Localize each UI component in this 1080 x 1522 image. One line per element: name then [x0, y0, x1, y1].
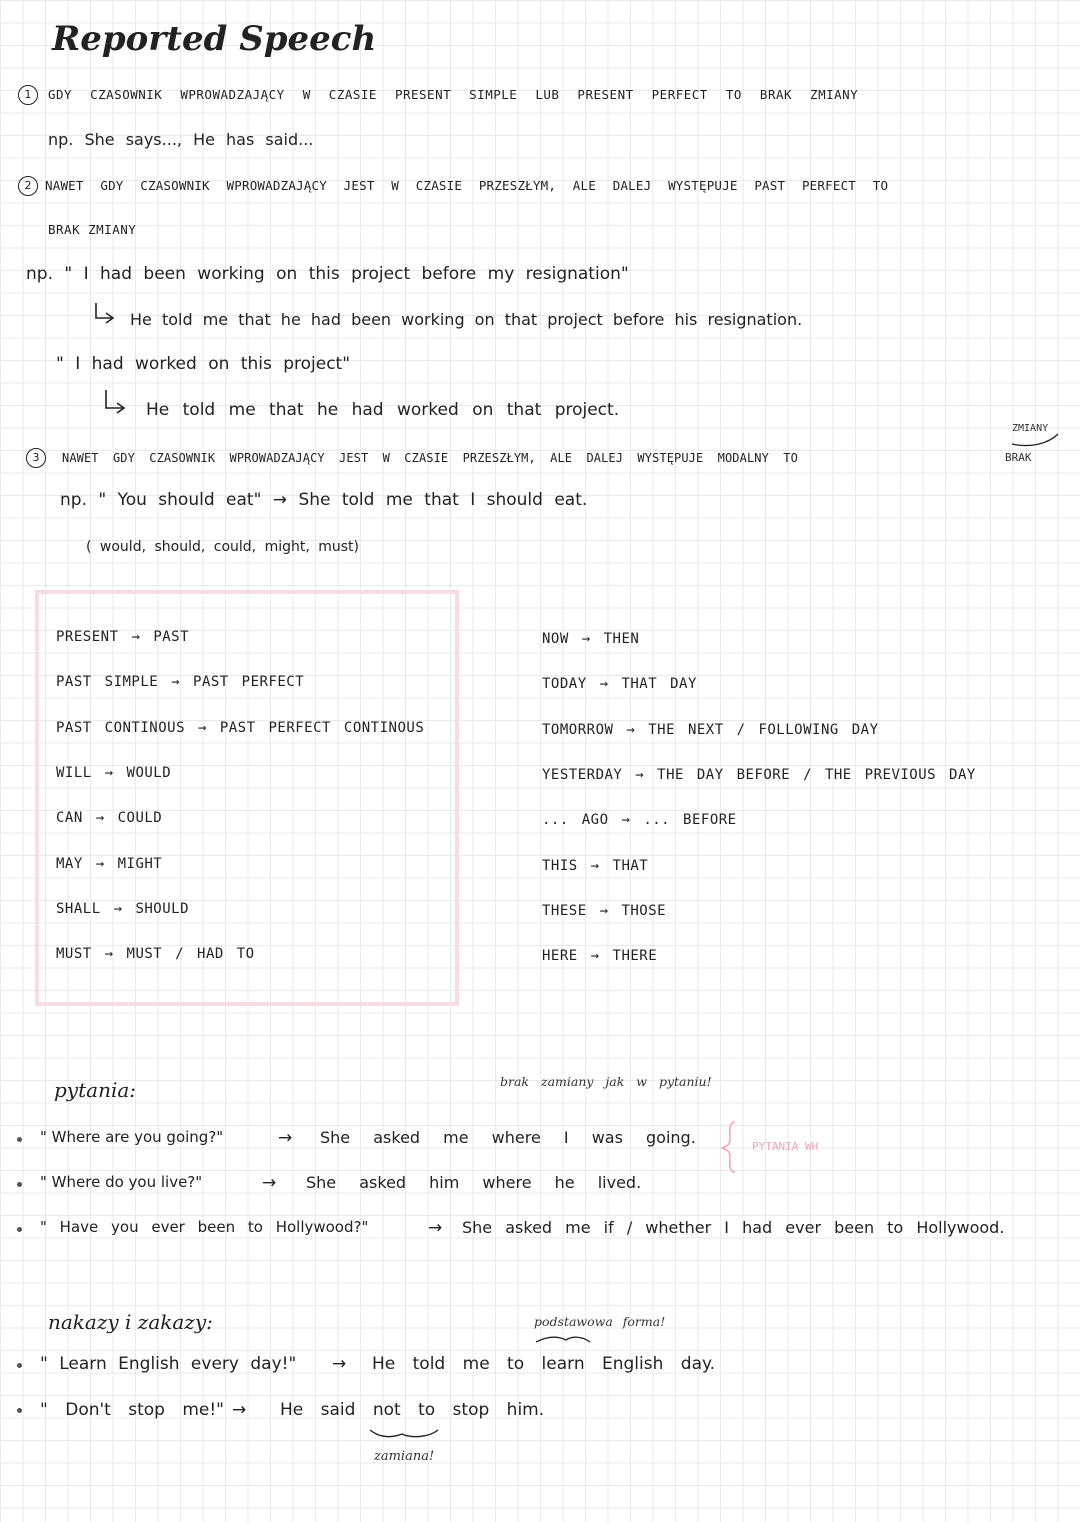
time-change-from: TODAY	[542, 676, 587, 693]
arrow-icon: →	[118, 629, 154, 645]
commands-note-change: zamiana!	[374, 1449, 435, 1464]
arrow-icon: →	[158, 674, 194, 691]
rule-3-end-top: ZMIANY	[1012, 423, 1049, 434]
tense-change-row	[56, 857, 162, 871]
rule-2-example-1: np. " I had been working on this project before my resignation"	[26, 264, 629, 284]
time-change-to: THE NEXT / FOLLOWING DAY	[648, 721, 879, 738]
time-change-from: NOW	[542, 631, 569, 647]
arrow-icon: →	[82, 855, 118, 872]
arrow-icon: →	[91, 946, 127, 963]
arrow-icon: →	[608, 812, 644, 829]
arrow-icon: →	[577, 857, 613, 874]
rule-2-example-2: " I had worked on this project"	[56, 354, 351, 374]
tense-change-to: SHOULD	[135, 900, 190, 917]
tense-change-row	[56, 902, 189, 916]
bullet	[17, 1137, 22, 1142]
tense-change-row	[56, 630, 189, 644]
command-1-reported: He told me to learn English day.	[372, 1354, 716, 1374]
time-change-from: THIS	[542, 857, 578, 874]
arrow-icon: →	[82, 810, 118, 827]
tense-change-to: COULD	[117, 810, 163, 827]
rule-2-example-2-reported: He told me that he had worked on that project.	[146, 400, 620, 420]
arrow-icon: →	[568, 631, 604, 647]
time-change-from: TOMORROW	[542, 721, 614, 738]
time-change-row	[542, 723, 879, 737]
bullet	[17, 1227, 22, 1232]
arrow-icon: →	[577, 948, 613, 965]
arrow-icon: →	[100, 900, 136, 917]
question-1: " Where are you going?"	[40, 1128, 224, 1146]
time-change-to: THEN	[603, 631, 640, 647]
tense-change-from: WILL	[56, 764, 92, 781]
tense-change-from: SHALL	[56, 900, 101, 917]
arrow-icon: →	[185, 719, 220, 736]
time-change-from: YESTERDAY	[542, 766, 623, 783]
time-change-to: THAT DAY	[621, 676, 697, 693]
rule-2-example-1-reported: He told me that he had been working on that project before his resignation.	[130, 310, 803, 329]
arrow-icon: →	[586, 676, 622, 693]
tense-change-row	[56, 766, 171, 780]
time-change-to: THE DAY BEFORE / THE PREVIOUS DAY	[657, 766, 976, 783]
bullet	[17, 1408, 22, 1413]
questions-wh-note: PYTANIA WH	[752, 1140, 819, 1153]
rule-3-modals: ( would, should, could, might, must)	[86, 539, 360, 555]
time-change-from: HERE	[542, 948, 578, 965]
question-1-arrow: →	[278, 1128, 293, 1148]
time-change-row	[542, 768, 976, 782]
question-1-reported: She asked me where I was going.	[320, 1128, 696, 1147]
tense-change-from: PRESENT	[56, 629, 119, 645]
time-change-row	[542, 813, 737, 827]
time-change-to: THAT	[612, 857, 649, 874]
rule-1-text: GDY CZASOWNIK WPROWADZAJĄCY W CZASIE PRESENT SIMPLE LUB PRESENT PERFECT TO BRAK ZMIANY	[48, 87, 859, 102]
tense-change-from: MUST	[56, 946, 92, 963]
tense-change-row	[56, 947, 255, 961]
tense-change-from: MAY	[56, 855, 83, 872]
rule-1-example: np. She says..., He has said...	[48, 130, 314, 149]
tense-change-row	[56, 675, 304, 689]
tense-change-to: MUST / HAD TO	[126, 946, 255, 963]
rule-2-number: 2	[18, 176, 38, 196]
bullet	[17, 1182, 22, 1187]
tense-change-to: MIGHT	[117, 855, 163, 872]
tense-change-to: PAST PERFECT CONTINOUS	[219, 719, 425, 736]
question-2: " Where do you live?"	[40, 1173, 203, 1191]
question-2-reported: She asked him where he lived.	[306, 1173, 642, 1192]
arrow-icon: →	[622, 766, 658, 783]
command-2-arrow: →	[232, 1400, 247, 1420]
command-1-arrow: →	[332, 1354, 347, 1374]
time-change-from: ... AGO	[542, 812, 609, 829]
rule-3-example: np. " You should eat" → She told me that I should eat.	[60, 490, 588, 510]
time-change-row	[542, 677, 697, 691]
question-2-arrow: →	[262, 1173, 277, 1193]
time-change-row	[542, 632, 639, 646]
rule-1-number: 1	[18, 85, 38, 105]
rule-3-number: 3	[26, 448, 46, 468]
time-change-row	[542, 949, 657, 963]
arrow-icon: →	[613, 721, 649, 738]
time-change-row	[542, 859, 648, 873]
tense-change-row	[56, 721, 424, 735]
questions-heading: pytania:	[54, 1078, 137, 1102]
questions-note: brak zamiany jak w pytaniu!	[500, 1074, 712, 1089]
question-3-arrow: →	[428, 1218, 443, 1238]
rule-3-end-bottom: BRAK	[1005, 451, 1032, 464]
command-2: " Don't stop me!"	[40, 1400, 225, 1420]
question-3: " Have you ever been to Hollywood?"	[40, 1218, 369, 1236]
tense-change-to: PAST PERFECT	[193, 674, 305, 691]
command-1: " Learn English every day!"	[40, 1354, 297, 1374]
time-change-from: THESE	[542, 902, 587, 919]
commands-heading: nakazy i zakazy:	[48, 1310, 213, 1334]
tense-change-box	[35, 590, 459, 1006]
tense-change-row	[56, 811, 162, 825]
tense-change-to: PAST	[153, 629, 190, 645]
rule-2-text: NAWET GDY CZASOWNIK WPROWADZAJĄCY JEST W CZASIE PRZESZŁYM, ALE DALEJ WYSTĘPUJE PAST PERFECT TO	[45, 178, 889, 193]
time-change-to: THERE	[612, 948, 658, 965]
rule-3-text: NAWET GDY CZASOWNIK WPROWADZAJĄCY JEST W CZASIE PRZESZŁYM, ALE DALEJ WYSTĘPUJE MODALNY TO	[62, 451, 798, 465]
tense-change-to: WOULD	[126, 764, 172, 781]
arrow-icon: →	[586, 902, 622, 919]
bullet	[17, 1363, 22, 1368]
page-title: Reported Speech	[52, 19, 377, 59]
tense-change-from: PAST CONTINOUS	[56, 719, 186, 736]
tense-change-from: PAST SIMPLE	[56, 674, 159, 691]
time-change-to: ... BEFORE	[643, 812, 737, 829]
rule-2-text-continued: BRAK ZMIANY	[48, 222, 137, 237]
command-2-reported: He said not to stop him.	[280, 1400, 545, 1420]
time-change-to: THOSE	[621, 902, 667, 919]
tense-change-from: CAN	[56, 810, 83, 827]
question-3-reported: She asked me if / whether I had ever been to Hollywood.	[462, 1218, 1005, 1237]
commands-note-base-form: podstawowa forma!	[534, 1314, 666, 1329]
arrow-icon: →	[91, 764, 127, 781]
time-change-row	[542, 904, 666, 918]
